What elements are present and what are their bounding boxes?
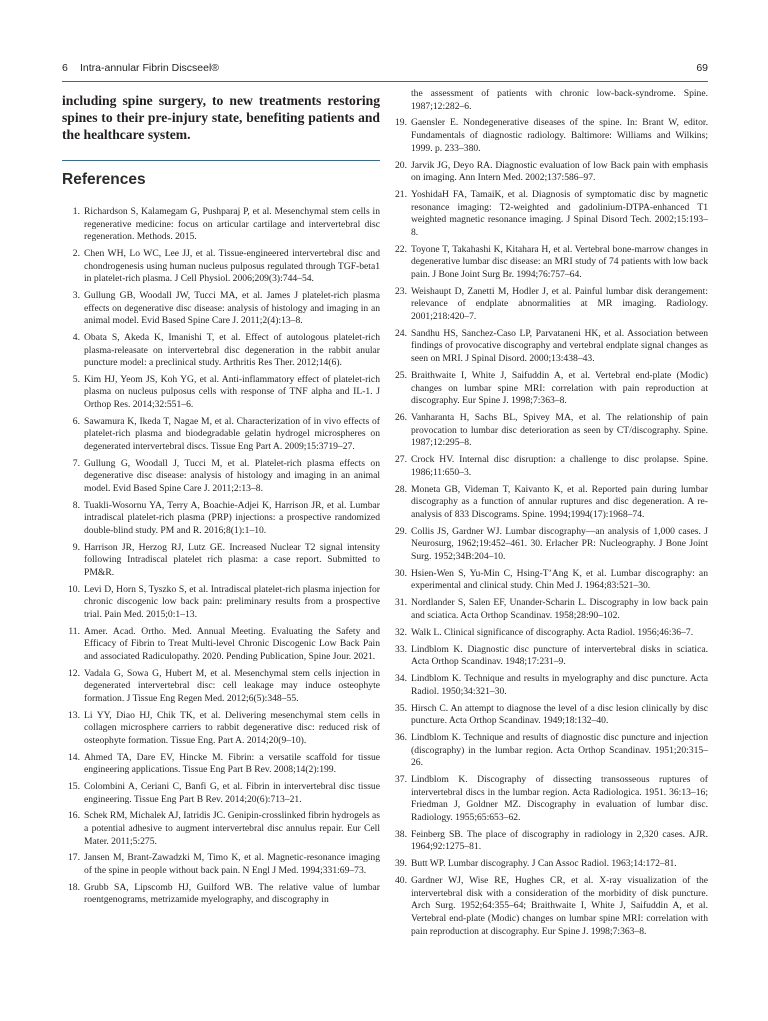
- reference-text: Moneta GB, Videman T, Kaivanto K, et al. Reported pain during lumbar discography as a function of annular ruptures and disc degeneration. A re-analysis of 833 Discograms. Spine. 1994;1994(17):1968–74.: [411, 483, 708, 520]
- reference-item: [389, 370, 708, 408]
- reference-text: Vadala G, Sowa G, Hubert M, et al. Mesenchymal stem cells injection in degenerated intervertebral disc: cell leakage may induce osteophyte formation. J Tissue Eng Regen Med. 2012;6(5):348–55.: [84, 667, 380, 704]
- reference-text: Kim HJ, Yeom JS, Koh YG, et al. Anti-inflammatory effect of platelet-rich plasma on nucleus pulposus cells with response of TNF alpha and IL-1. J Orthop Res. 2014;32:551–6.: [84, 373, 380, 411]
- reference-number: 5.: [72, 373, 80, 385]
- reference-text: YoshidaH FA, TamaiK, et al. Diagnosis of symptomatic disc by magnetic resonance imaging: T2-weighted and gadolinium-DTPA-enhanced T1 weighted magnetic resonance imaging. J Spinal Disord Tech. 2002;15:193–8.: [411, 189, 708, 238]
- reference-item: [389, 644, 708, 669]
- reference-item: [389, 412, 708, 450]
- reference-list-left: [62, 206, 380, 907]
- reference-number: 37.: [395, 774, 407, 786]
- references-heading: References: [62, 171, 146, 188]
- reference-number: 30.: [395, 567, 407, 579]
- reference-item: [62, 710, 380, 748]
- reference-number: 21.: [395, 189, 407, 201]
- reference-item: [389, 858, 708, 871]
- reference-item: [389, 484, 708, 522]
- chapter-number: 6: [62, 62, 68, 74]
- reference-text: Lindblom K. Technique and results in myelography and disc puncture. Acta Radiol. 1950;34:321–30.: [411, 673, 708, 697]
- reference-number: 6.: [72, 415, 80, 427]
- reference-item: [62, 810, 380, 848]
- reference-text: Richardson S, Kalamegam G, Pushparaj P, et al. Mesenchymal stem cells in regenerative medicine: focus on articular cartilage and intervertebral disc regeneration. Methods. 2015.: [84, 206, 380, 243]
- reference-item: [389, 328, 708, 366]
- reference-number: 27.: [395, 454, 407, 466]
- reference-number: 25.: [395, 369, 407, 381]
- reference-number: 10.: [68, 583, 80, 595]
- page-number: 69: [696, 62, 708, 74]
- header-divider: [62, 81, 708, 82]
- reference-number: 17.: [68, 852, 80, 864]
- reference-number: 12.: [68, 667, 80, 679]
- reference-item: [389, 189, 708, 239]
- reference-item: [62, 852, 380, 877]
- reference-text: Li YY, Diao HJ, Chik TK, et al. Delivering mesenchymal stem cells in collagen microsphere carriers to rabbit degenerative disc: reduced risk of osteophyte formation. Tissue Eng. Part A. 2014;20(9–10).: [84, 709, 380, 746]
- reference-item: [62, 332, 380, 370]
- reference-text: Harrison JR, Herzog RJ, Lutz GE. Increased Nuclear T2 signal intensity following Intradiscal platelet rich plasma: a case report. Submitted to PM&R.: [84, 541, 380, 578]
- reference-number: 29.: [395, 525, 407, 537]
- reference-number: 14.: [68, 751, 80, 763]
- reference-text: Schek RM, Michalek AJ, Iatridis JC. Genipin-crosslinked fibrin hydrogels as a potential adhesive to augment intervertebral disc annulus repair. Eur Cell Mater. 2011;5:275.: [84, 810, 380, 847]
- reference-item: [389, 829, 708, 854]
- reference-item: [62, 458, 380, 496]
- reference-text: Hsien-Wen S, Yu-Min C, Hsing-T’Ang K, et al. Lumbar discography: an experimental and clinical study. Chin Med J. 1964;83:521–30.: [411, 567, 708, 592]
- reference-item: [62, 584, 380, 622]
- reference-number: 4.: [72, 331, 80, 343]
- reference-item: [62, 882, 380, 907]
- reference-text: Jarvik JG, Deyo RA. Diagnostic evaluation of low Back pain with emphasis on imaging. Ann Intern Med. 2002;137:586–97.: [411, 159, 708, 184]
- reference-item: [389, 160, 708, 185]
- reference-number: 22.: [395, 243, 407, 255]
- reference-number: 24.: [395, 327, 407, 339]
- reference-number: 34.: [395, 673, 407, 685]
- reference-text: Nordlander S, Salen EF, Unander-Scharin L. Discography in low back pain and sciatica. Acta Orthop Scandinav. 1958;28:90–102.: [411, 597, 708, 621]
- reference-number: 19.: [395, 117, 407, 129]
- reference-text: Braithwaite I, White J, Saifuddin A, et al. Vertebral end-plate (Modic) changes on lumbar spine MRI: correlation with pain reproduction at discography. Eur Spine J. 1998;7:363–8.: [411, 369, 708, 407]
- reference-number: 35.: [395, 702, 407, 714]
- reference-number: 23.: [395, 285, 407, 297]
- reference-number: 39.: [395, 858, 407, 870]
- reference-number: 26.: [395, 412, 407, 424]
- reference-number: 1.: [72, 206, 80, 217]
- reference-item: [62, 290, 380, 328]
- reference-text: Gullung GB, Woodall JW, Tucci MA, et al. James J platelet-rich plasma effects on degenerative disc disease: analysis of histology and imaging in an animal model. Evid Based Spine Care J. 2011;2(4):13–8.: [84, 289, 380, 327]
- reference-number: 36.: [395, 732, 407, 744]
- reference-number: 33.: [395, 643, 407, 655]
- reference-item: [389, 568, 708, 593]
- reference-text: Feinberg SB. The place of discography in radiology in 2,320 cases. AJR. 1964;92:1275–81.: [411, 828, 708, 853]
- reference-number: 8.: [72, 499, 80, 511]
- reference-text: Tuakli-Wosornu YA, Terry A, Boachie-Adjei K, Harrison JR, et al. Lumbar intradiscal platelet-rich plasma (PRP) injections: a prospective randomized double-blind study. PM and R. 2016;8(1):1–10.: [84, 499, 380, 536]
- reference-item: [389, 673, 708, 698]
- section-divider: [62, 160, 380, 161]
- reference-item: [62, 500, 380, 538]
- reference-item: [62, 781, 380, 806]
- reference-item: [389, 875, 708, 938]
- reference-item: [389, 286, 708, 324]
- reference-item: [389, 703, 708, 728]
- reference-number: 16.: [68, 810, 80, 822]
- reference-number: 32.: [395, 626, 407, 638]
- reference-item: [62, 374, 380, 412]
- reference-text: Obata S, Akeda K, Imanishi T, et al. Effect of autologous platelet-rich plasma-releasate on intervertebral disc degeneration in the rabbit anular puncture model: a preclinical study. Arthritis Res Ther. 2012;14(6).: [84, 331, 380, 369]
- reference-text: Gardner WJ, Wise RE, Hughes CR, et al. X-ray visualization of the intervertebral disk with a consideration of the morbidity of disk puncture. Arch Surg. 1952;64:355–64; Braithwaite I, White J, Saifuddin A, et al. Vertebral end-plate (Modic) changes on lumbar spine MRI: correlation with pain reproduction at discography. Eur Spine J. 1998;7:363–8.: [411, 875, 708, 937]
- reference-item: [62, 542, 380, 580]
- reference-text: Lindblom K. Diagnostic disc puncture of intervertebral disks in sciatica. Acta Orthop Scandinav. 1948;17:231–9.: [411, 643, 708, 668]
- reference-number: 3.: [72, 289, 80, 301]
- reference-text: Chen WH, Lo WC, Lee JJ, et al. Tissue-engineered intervertebral disc and chondrogenesis using human nucleus pulposus regulated through TGF-beta1 in platelet-rich plasma. J Cell Physiol. 2006;209(3):744–54.: [84, 247, 380, 285]
- reference-item: [389, 117, 708, 155]
- reference-text: Gaensler E. Nondegenerative diseases of the spine. In: Brant W, editor. Fundamentals of diagnostic radiology. Baltimore: Williams and Wilkins; 1999. p. 233–380.: [411, 117, 708, 154]
- reference-text: Lindblom K. Discography of dissecting transosseous ruptures of intervertebral discs in the lumbar region. Acta Radiologica. 1951. 36:13–16; Friedman J, Goldner MZ. Discography in evaluation of lumbar disc. Radiology. 1955;65:653–62.: [411, 774, 708, 823]
- reference-item: [389, 244, 708, 282]
- reference-continuation: the assessment of patients with chronic low-back-syndrome. Spine. 1987;12:282–6.: [411, 88, 708, 112]
- reference-text: Sawamura K, Ikeda T, Nagae M, et al. Characterization of in vivo effects of platelet-rich plasma and biodegradable gelatin hydrogel microspheres on degenerated intervertebral discs. Tissue Eng Part A. 2009;15:3719–27.: [84, 415, 380, 453]
- reference-text: Amer. Acad. Ortho. Med. Annual Meeting. Evaluating the Safety and Efficacy of Fibrin to Treat Multi-level Chronic Discogenic Low Back Pain and associated Radiculopathy. 2020. Pending Publication, Spine Jour. 2021.: [84, 625, 380, 662]
- reference-text: Toyone T, Takahashi K, Kitahara H, et al. Vertebral bone-marrow changes in degenerative lumbar disc disease: an MRI study of 74 patients with low back pain. J Bone Joint Surg Br. 1994;76:757–64.: [411, 243, 708, 280]
- reference-number: 20.: [395, 159, 407, 171]
- reference-number: 7.: [72, 457, 80, 469]
- reference-item: [389, 526, 708, 564]
- reference-number: 28.: [395, 483, 407, 495]
- reference-item: [389, 627, 708, 640]
- reference-text: Levi D, Horn S, Tyszko S, et al. Intradiscal platelet-rich plasma injection for chronic discogenic low back pain: preliminary results from a prospective trial. Pain Med. 2015;0:1–13.: [84, 583, 380, 620]
- reference-text: Collis JS, Gardner WJ. Lumbar discography—an analysis of 1,000 cases. J Neurosurg, 1962;19:452–461. 30. Erlacher PR: Nucleography. J Bone Joint Surg. 1952;34B:204–10.: [411, 525, 708, 562]
- reference-text: Hirsch C. An attempt to diagnose the level of a disc lesion clinically by disc puncture. Acta Orthop Scandinav. 1949;18:132–40.: [411, 702, 708, 727]
- reference-number: 40.: [395, 875, 407, 887]
- reference-number: 38.: [395, 828, 407, 840]
- reference-number: 11.: [68, 625, 80, 637]
- reference-text: Ahmed TA, Dare EV, Hincke M. Fibrin: a versatile scaffold for tissue engineering applications. Tissue Eng Part B Rev. 2008;14(2):199.: [84, 751, 380, 776]
- reference-text: Crock HV. Internal disc disruption: a challenge to disc prolapse. Spine. 1986;11:650–3.: [411, 454, 708, 478]
- reference-text: Weishaupt D, Zanetti M, Hodler J, et al. Painful lumbar disk derangement: relevance of endplate abnormalities at MR imaging. Radiology. 2001;218:420–7.: [411, 285, 708, 322]
- reference-number: 9.: [72, 541, 80, 553]
- reference-number: 13.: [68, 709, 80, 721]
- reference-number: 18.: [68, 881, 80, 893]
- reference-text: Vanharanta H, Sachs BL, Spivey MA, et al. The relationship of pain provocation to lumbar disc deterioration as seen by CT/discography. Spine. 1987;12:295–8.: [411, 412, 708, 449]
- reference-item: [62, 248, 380, 286]
- left-column: [62, 92, 380, 911]
- reference-text: Jansen M, Brant-Zawadzki M, Timo K, et al. Magnetic-resonance imaging of the spine in people without back pain. N Engl J Med. 1994;331:69–73.: [84, 852, 380, 876]
- reference-text: Gullung G, Woodall J, Tucci M, et al. Platelet-rich plasma effects on degenerative disc disease: analysis of histology and imaging in an animal model. Evid Based Spine Care J. 2011;2:13–8.: [84, 457, 380, 494]
- right-column: [389, 88, 708, 942]
- reference-item: [62, 416, 380, 454]
- reference-text: Butt WP. Lumbar discography. J Can Assoc Radiol. 1963;14:172–81.: [411, 858, 677, 870]
- reference-item: [389, 454, 708, 479]
- reference-item: [389, 774, 708, 824]
- reference-number: 15.: [68, 780, 80, 792]
- reference-number: 31.: [395, 597, 407, 609]
- reference-item: [62, 752, 380, 777]
- reference-text: Walk L. Clinical significance of discography. Acta Radiol. 1956;46:36–7.: [411, 626, 694, 638]
- reference-item: [62, 668, 380, 706]
- reference-item: [389, 597, 708, 622]
- reference-text: Lindblom K. Technique and results of diagnostic disc puncture and injection (discography) in the lumbar region. Acta Orthop Scandinav. 1951;20:315–26.: [411, 732, 708, 769]
- reference-list-right: [389, 117, 708, 938]
- chapter-title: Intra-annular Fibrin Discseel®: [80, 62, 220, 74]
- reference-number: 2.: [72, 247, 80, 259]
- reference-item: [62, 626, 380, 664]
- intro-paragraph: including spine surgery, to new treatments restoring spines to their pre-injury state, benefiting patients and the healthcare system.: [62, 93, 380, 142]
- reference-text: Sandhu HS, Sanchez-Caso LP, Parvataneni HK, et al. Association between findings of provocative discography and vertebral endplate signal changes as seen on MRI. J Spinal Disord. 2000;13:438–43.: [411, 327, 708, 365]
- reference-item: [389, 732, 708, 770]
- reference-item: [62, 206, 380, 244]
- reference-text: Colombini A, Ceriani C, Banfi G, et al. Fibrin in intervertebral disc tissue engineering. Tissue Eng Part B Rev. 2014;20(6):713–21.: [84, 780, 380, 805]
- reference-text: Grubb SA, Lipscomb HJ, Guilford WB. The relative value of lumbar roentgenograms, metrizamide myelography, and discography in: [84, 881, 380, 906]
- running-head: [62, 62, 708, 78]
